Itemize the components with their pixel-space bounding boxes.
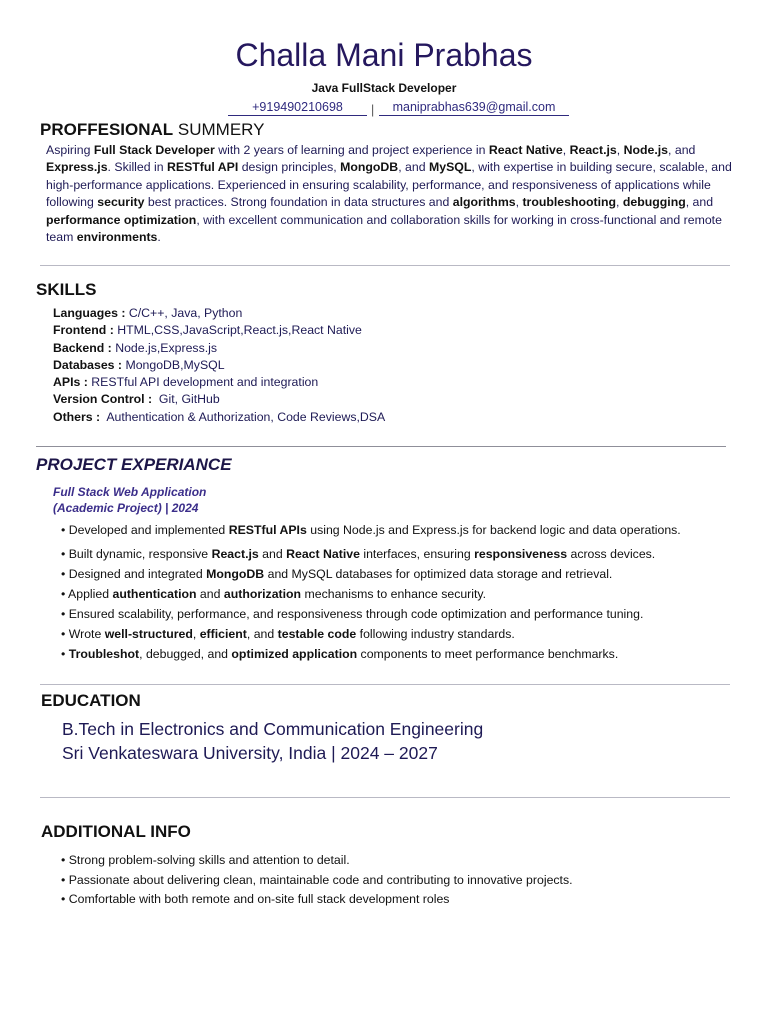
skill-label: Languages :: [53, 306, 129, 320]
contact-separator: |: [371, 103, 375, 117]
text-run: mechanisms to enhance security.: [301, 587, 487, 601]
emphasis-text: RESTful API: [167, 160, 239, 175]
skill-value: RESTful API development and integration: [91, 375, 319, 390]
education-degree: B.Tech in Electronics and Communication Engineering: [62, 719, 484, 739]
text-run: , with excellent communication and collaboration skills for working in cross-functional and remote team: [46, 212, 722, 245]
emphasis-text: Troubleshot: [68, 647, 140, 661]
candidate-name: Challa Mani Prabhas: [235, 37, 533, 73]
project-bullet: [61, 523, 681, 537]
emphasis-text: testable code: [277, 627, 357, 641]
emphasis-text: Express.js: [46, 160, 108, 175]
text-run: .: [157, 230, 161, 245]
skill-label: APIs :: [53, 375, 92, 390]
emphasis-text: authentication: [112, 587, 197, 601]
section-divider: [40, 797, 730, 798]
skill-row: [53, 357, 385, 374]
education-heading: EDUCATION: [41, 691, 141, 710]
emphasis-text: React Native: [286, 547, 360, 561]
emphasis-text: MySQL: [428, 160, 472, 175]
section-divider: [40, 684, 730, 685]
emphasis-text: MongoDB: [206, 567, 265, 581]
text-run: and: [258, 547, 287, 561]
skill-label: Backend :: [53, 340, 116, 355]
additional-info-list: [61, 851, 573, 910]
project-bullet: [61, 567, 612, 581]
text-run: • Applied: [61, 587, 113, 601]
skill-row: [53, 409, 385, 426]
education-school: Sri Venkateswara University, India | 2024 – 2027: [62, 743, 438, 763]
additional-info-item: • Comfortable with both remote and on-site full stack development roles: [61, 892, 450, 907]
text-run: • Developed and implemented: [61, 523, 229, 537]
text-run: interfaces, ensuring: [359, 547, 475, 561]
emphasis-text: MongoDB: [340, 160, 399, 175]
emphasis-text: RESTful APIs: [228, 523, 307, 537]
skills-list: [53, 305, 385, 426]
text-run: and: [196, 587, 224, 601]
additional-info-heading: ADDITIONAL INFO: [41, 822, 191, 841]
skill-label: Databases :: [53, 357, 126, 372]
text-run: • Wrote: [61, 627, 105, 641]
text-run: . Skilled in: [107, 160, 167, 175]
text-run: ,: [616, 143, 624, 157]
skill-label: Others :: [53, 409, 104, 424]
project-name: Full Stack Web Application: [53, 485, 207, 499]
skill-value: HTML,CSS,JavaScript,React.js,React Native: [117, 323, 362, 338]
text-run: , and: [685, 195, 714, 210]
emphasis-text: React.js: [211, 547, 259, 561]
skill-value: C/C++, Java, Python: [128, 306, 243, 320]
phone-link[interactable]: +919490210698: [228, 100, 367, 116]
section-divider: [40, 265, 730, 266]
text-run: • Ensured scalability, performance, and responsiveness through code optimization and performance tuning.: [61, 607, 644, 621]
text-run: ,: [192, 627, 200, 641]
text-run: best practices. Strong foundation in data structures and: [144, 195, 453, 210]
skill-row: [53, 322, 385, 339]
education-entry: [62, 717, 483, 765]
skill-row: [53, 391, 385, 408]
skill-label: Version Control :: [53, 392, 156, 407]
text-run: •: [61, 647, 69, 661]
project-bullet: [61, 627, 515, 641]
text-run: • Designed and integrated: [61, 567, 207, 581]
text-run: ,: [616, 195, 623, 210]
summary-heading-rest: SUMMERY: [173, 120, 265, 139]
job-title: Java FullStack Developer: [311, 81, 457, 95]
emphasis-text: debugging: [622, 195, 686, 210]
text-run: • Built dynamic, responsive: [61, 547, 212, 561]
emphasis-text: optimized application: [231, 647, 358, 661]
emphasis-text: responsiveness: [474, 547, 568, 561]
project-meta: (Academic Project) | 2024: [53, 501, 199, 515]
text-run: ,: [562, 143, 570, 157]
text-run: with 2 years of learning and project experience in: [214, 143, 489, 157]
text-run: across devices.: [567, 547, 656, 561]
emphasis-text: environments: [76, 230, 158, 245]
skill-label: Frontend :: [53, 323, 118, 338]
text-run: ,: [515, 195, 523, 210]
text-run: , and: [246, 627, 278, 641]
summary-paragraph: [46, 142, 746, 246]
emphasis-text: Full Stack Developer: [93, 143, 215, 157]
text-run: Aspiring: [46, 143, 94, 157]
section-divider: [36, 446, 726, 447]
text-run: following industry standards.: [356, 627, 515, 641]
text-run: and MySQL databases for optimized data storage and retrieval.: [264, 567, 613, 581]
skill-value: MongoDB,MySQL: [125, 357, 225, 372]
emphasis-text: well-structured: [104, 627, 193, 641]
text-run: , debugged, and: [139, 647, 232, 661]
emphasis-text: performance optimization: [46, 212, 197, 227]
text-run: , with expertise in building secure, scalable, and high-performance applications. Experienced in ensuring scalability, performance, and responsiveness of applications while following: [46, 160, 732, 210]
projects-heading: PROJECT EXPERIANCE: [36, 455, 232, 474]
project-bullet: [61, 607, 643, 621]
emphasis-text: authorization: [223, 587, 302, 601]
skill-value: Node.js,Express.js: [115, 340, 218, 355]
email-link[interactable]: maniprabhas639@gmail.com: [379, 100, 569, 116]
summary-heading-bold: PROFFESIONAL: [40, 120, 174, 139]
project-bullet: [61, 587, 486, 601]
project-title: [53, 484, 206, 516]
emphasis-text: Node.js: [623, 143, 669, 157]
emphasis-text: troubleshooting: [522, 195, 617, 210]
skill-value: Authentication & Authorization, Code Reviews,DSA: [103, 409, 386, 424]
project-bullet: [61, 547, 655, 561]
emphasis-text: security: [97, 195, 145, 210]
text-run: using Node.js and Express.js for backend logic and data operations.: [306, 523, 681, 537]
emphasis-text: algorithms: [452, 195, 516, 210]
project-bullet: [61, 647, 618, 661]
skill-row: [53, 374, 385, 391]
text-run: design principles,: [238, 160, 341, 175]
emphasis-text: efficient: [199, 627, 247, 641]
emphasis-text: React.js: [569, 143, 617, 157]
text-run: components to meet performance benchmarks.: [357, 647, 619, 661]
text-run: , and: [398, 160, 429, 175]
emphasis-text: React Native: [488, 143, 563, 157]
skill-row: [53, 340, 385, 357]
summary-heading: [40, 120, 264, 140]
skill-value: Git, GitHub: [155, 392, 220, 407]
text-run: , and: [668, 143, 696, 157]
skill-row: [53, 305, 385, 322]
additional-info-item: • Strong problem-solving skills and attention to detail.: [61, 853, 350, 867]
skills-heading: SKILLS: [36, 280, 97, 299]
additional-info-item: • Passionate about delivering clean, maintainable code and contributing to innovative projects.: [61, 872, 573, 887]
